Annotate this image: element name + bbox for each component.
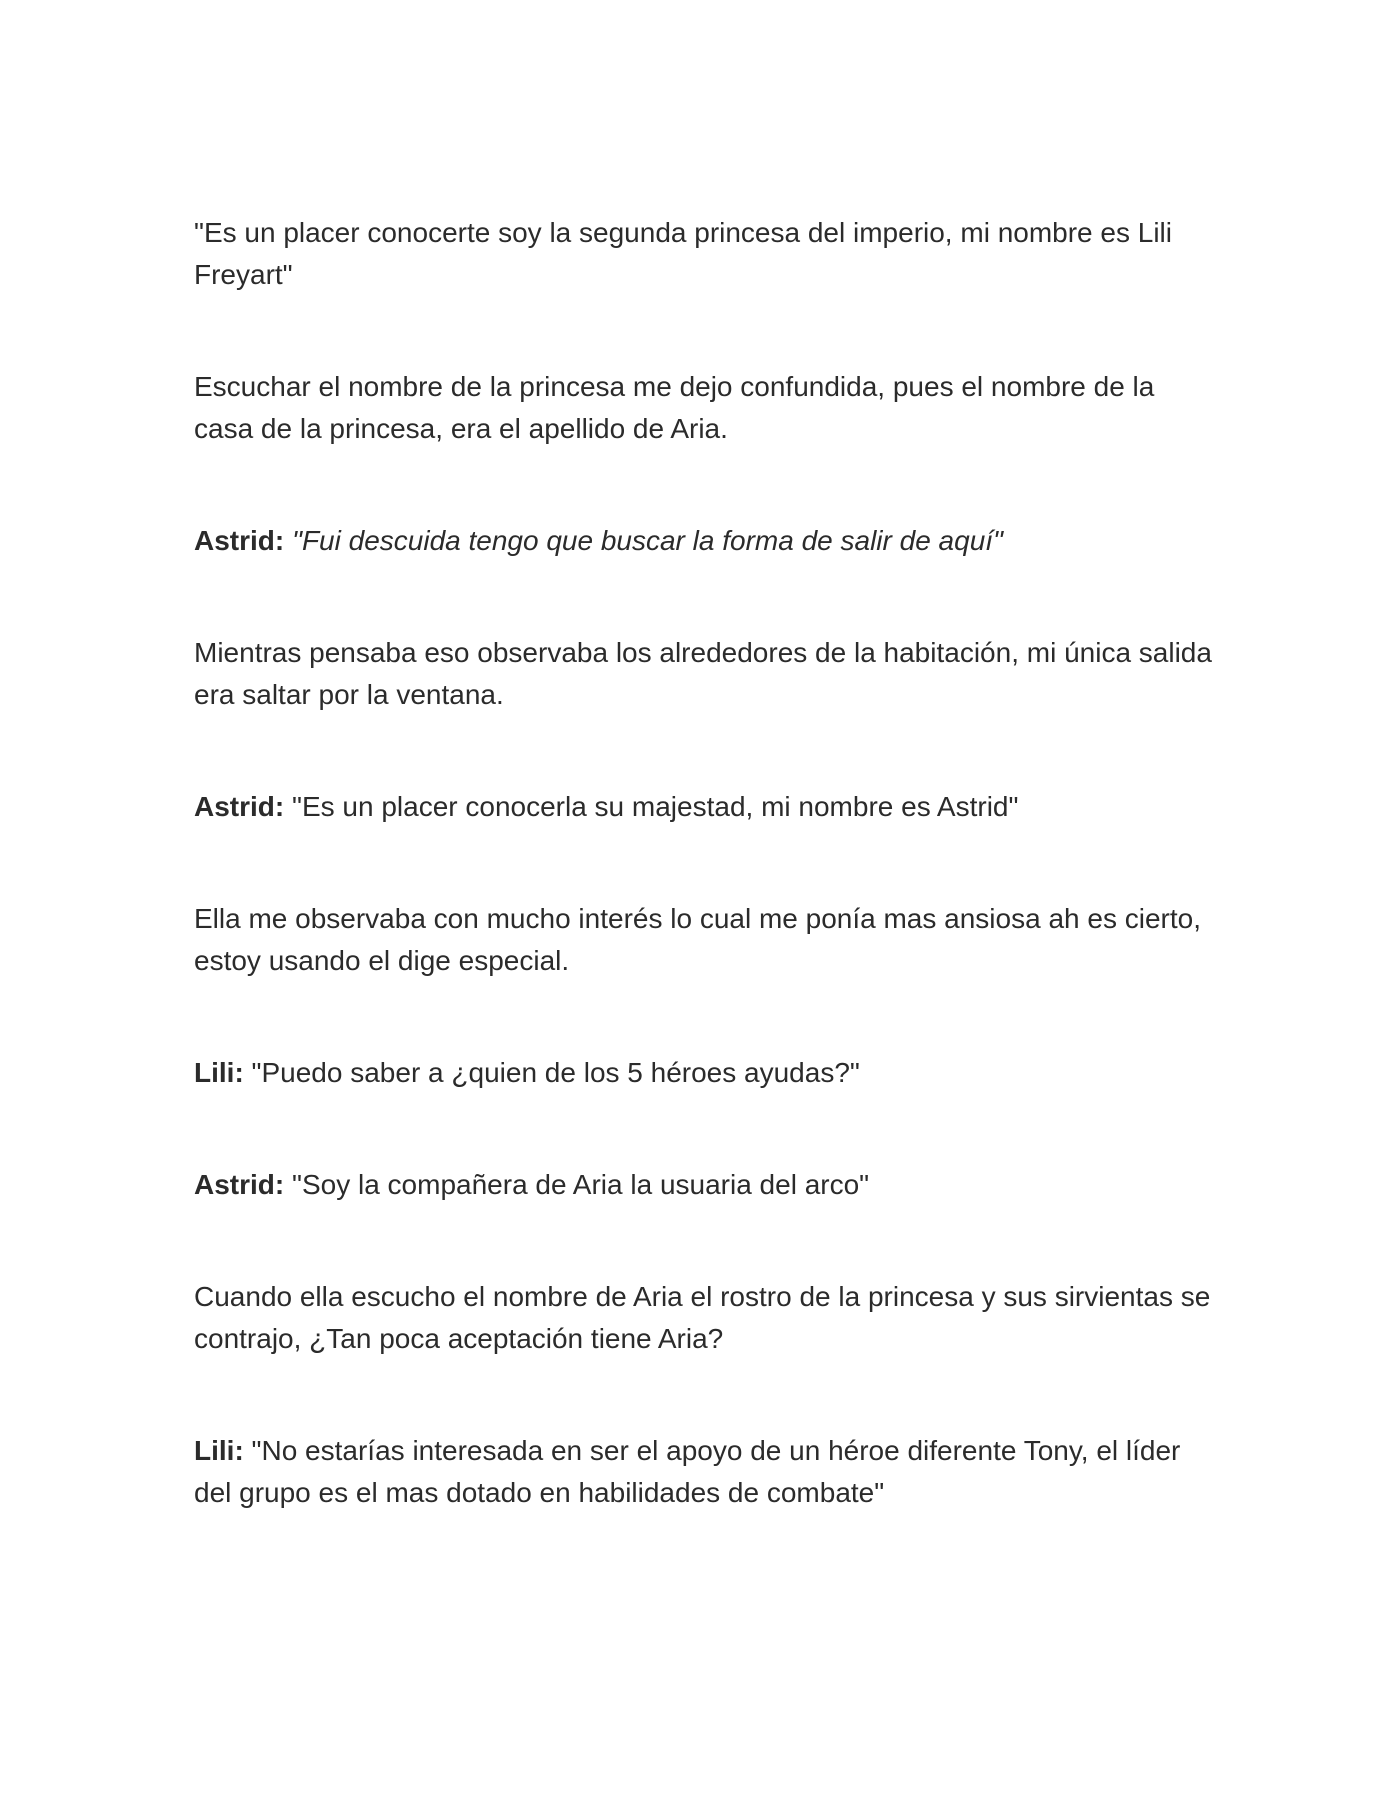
paragraph: [194, 212, 1214, 296]
paragraph-text: "Es un placer conocerte soy la segunda princesa del imperio, mi nombre es Lili Freyart": [194, 217, 1172, 290]
speaker-name: Lili:: [194, 1057, 244, 1088]
dialogue-text: "Fui descuida tengo que buscar la forma de salir de aquí": [292, 525, 1003, 556]
paragraph: [194, 632, 1214, 716]
dialogue-text: "No estarías interesada en ser el apoyo de un héroe diferente Tony, el líder del grupo es el mas dotado en habilidades de combate": [194, 1435, 1181, 1508]
document-body: [194, 212, 1214, 1514]
dialogue-text: "Es un placer conocerla su majestad, mi nombre es Astrid": [292, 791, 1019, 822]
speaker-name: Lili:: [194, 1435, 244, 1466]
speaker-name: Astrid:: [194, 525, 285, 556]
dialogue-line: [194, 1430, 1214, 1514]
speaker-name: Astrid:: [194, 791, 285, 822]
dialogue-line: [194, 1052, 1214, 1094]
speaker-name: Astrid:: [194, 1169, 285, 1200]
paragraph-text: Mientras pensaba eso observaba los alrededores de la habitación, mi única salida era saltar por la ventana.: [194, 637, 1212, 710]
dialogue-text: "Puedo saber a ¿quien de los 5 héroes ayudas?": [251, 1057, 860, 1088]
paragraph-text: Escuchar el nombre de la princesa me dejo confundida, pues el nombre de la casa de la princesa, era el apellido de Aria.: [194, 371, 1155, 444]
paragraph-text: Ella me observaba con mucho interés lo cual me ponía mas ansiosa ah es cierto, estoy usando el dige especial.: [194, 903, 1201, 976]
dialogue-line: [194, 786, 1214, 828]
dialogue-line: [194, 1164, 1214, 1206]
dialogue-text: "Soy la compañera de Aria la usuaria del arco": [292, 1169, 870, 1200]
paragraph: [194, 1276, 1214, 1360]
paragraph-text: Cuando ella escucho el nombre de Aria el rostro de la princesa y sus sirvientas se contrajo, ¿Tan poca aceptación tiene Aria?: [194, 1281, 1211, 1354]
paragraph: [194, 366, 1214, 450]
paragraph: [194, 898, 1214, 982]
dialogue-line: [194, 520, 1214, 562]
